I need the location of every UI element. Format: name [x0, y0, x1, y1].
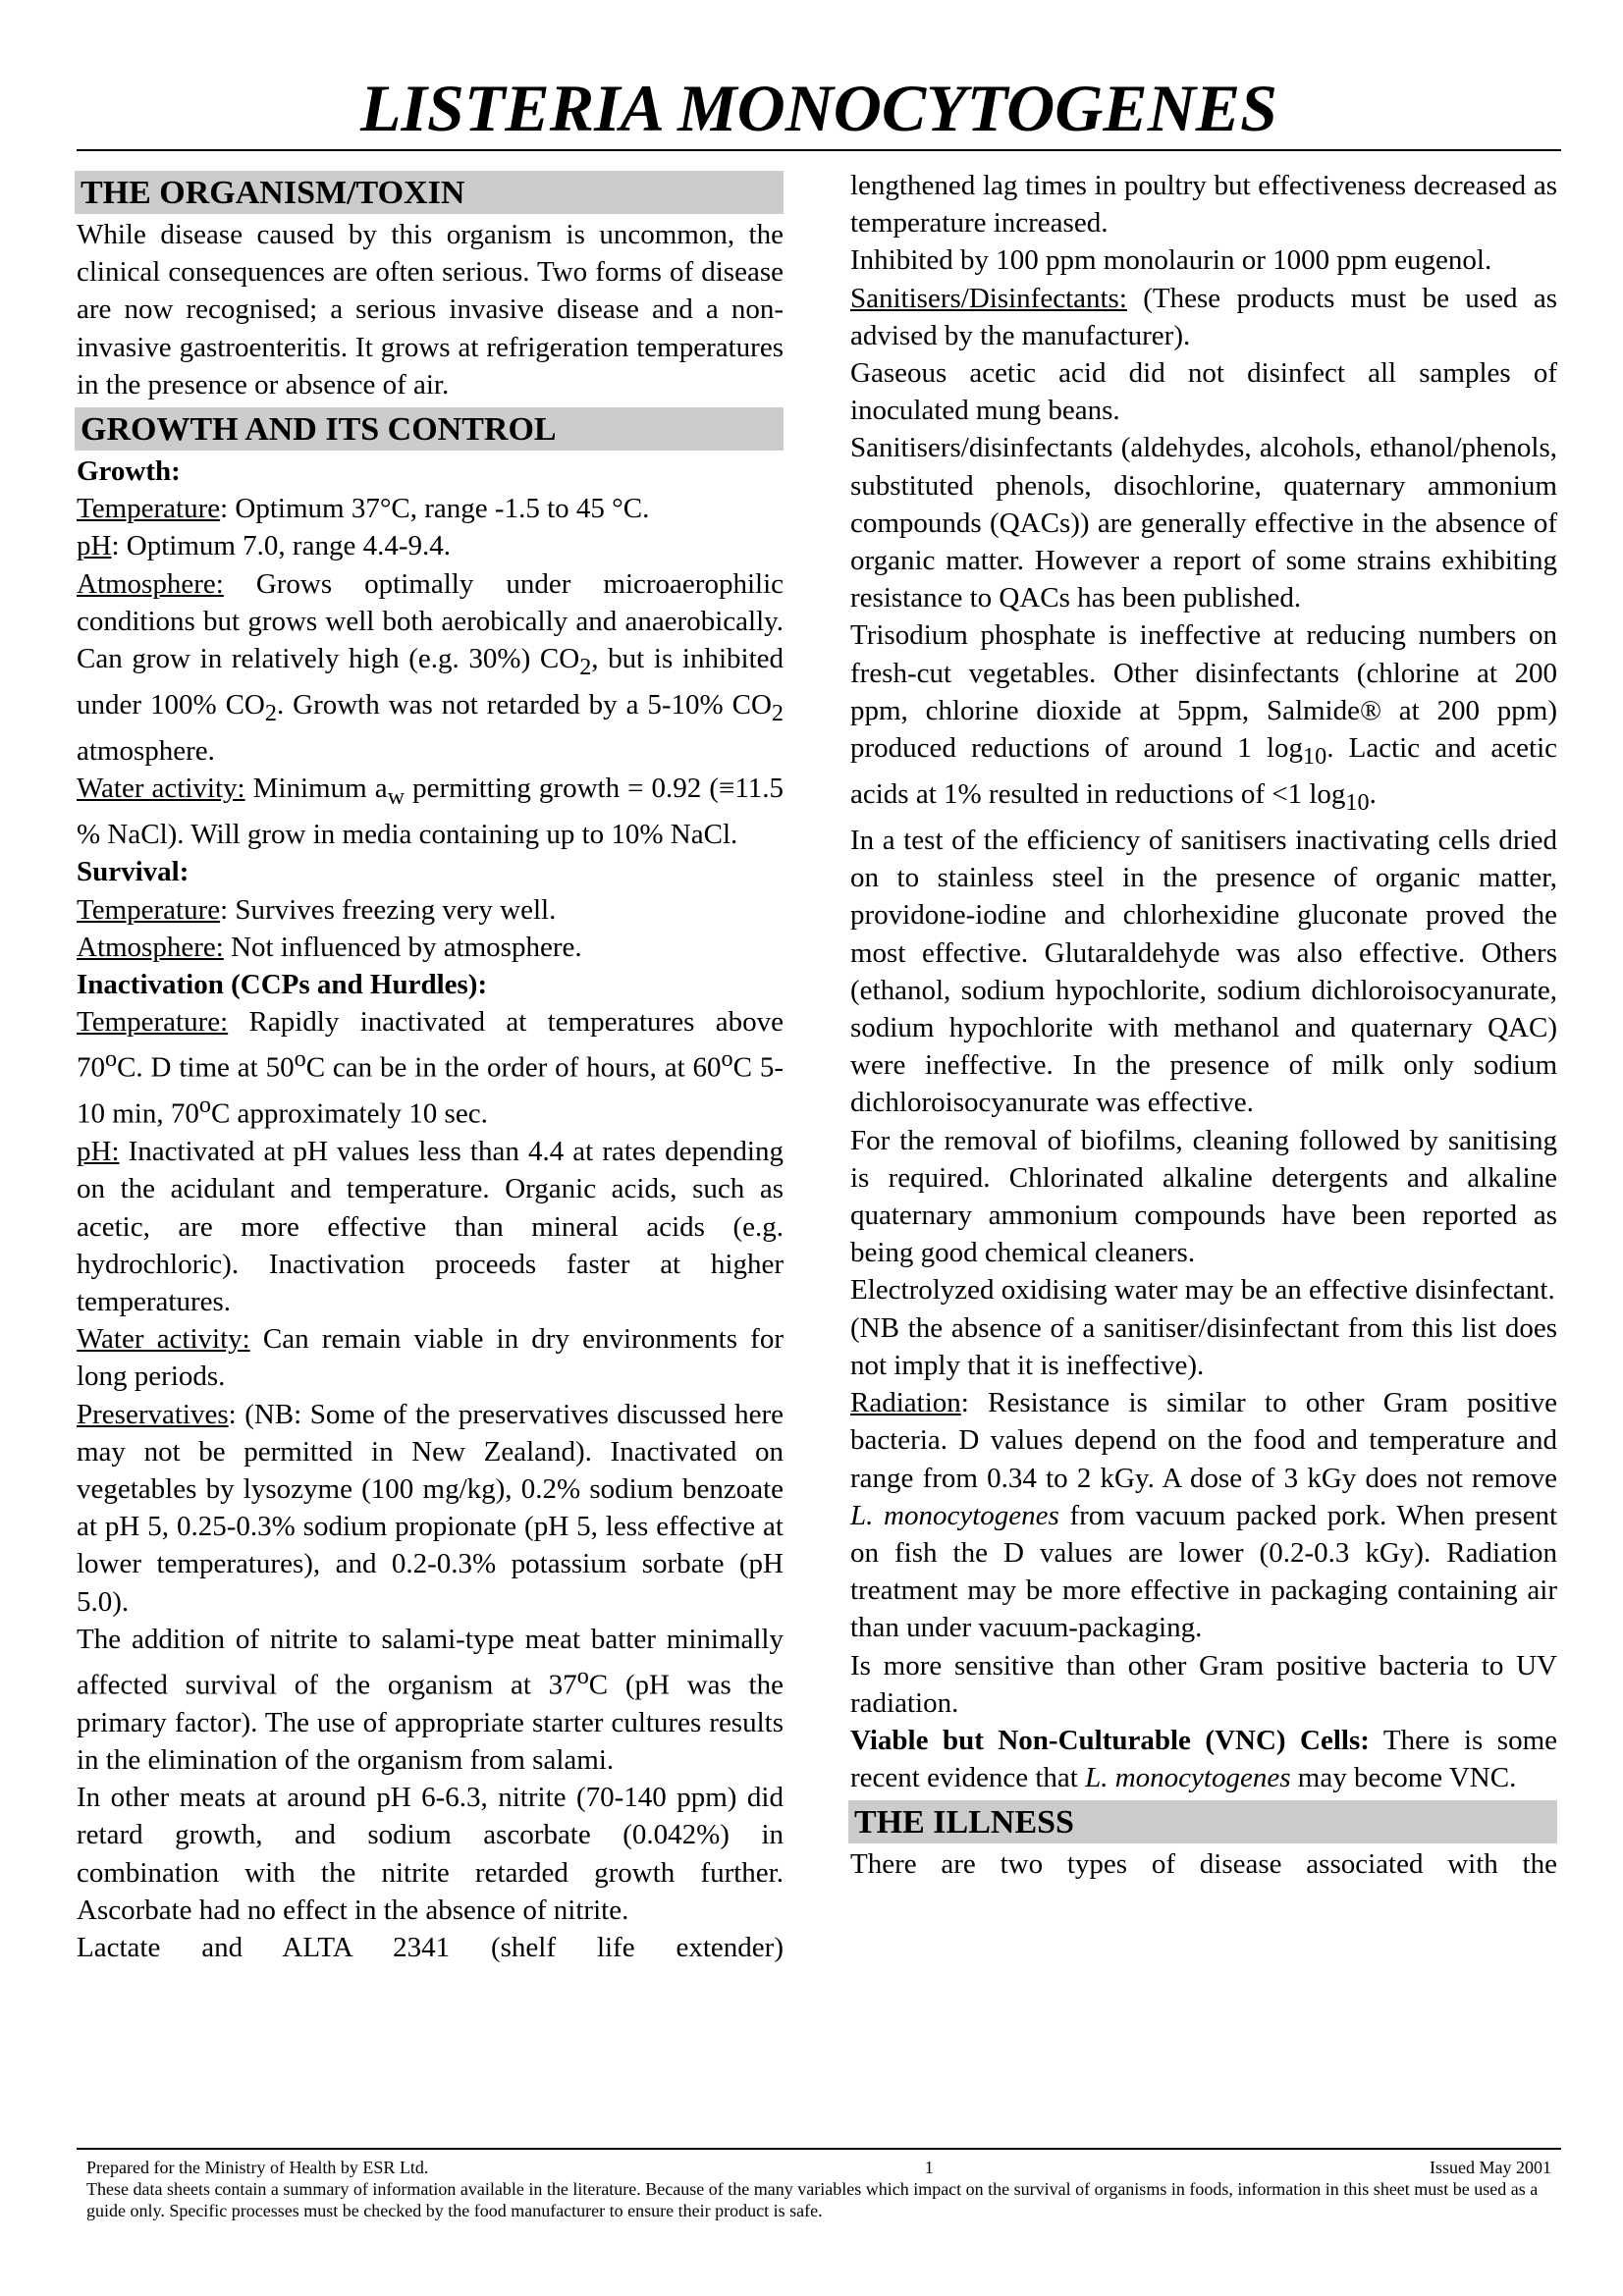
section-heading-growth: GROWTH AND ITS CONTROL [75, 407, 784, 451]
vnc-paragraph: Viable but Non-Culturable (VNC) Cells: There is some recent evidence that L. monocytogenes may become VNC. [850, 1724, 1557, 1794]
lag-paragraph: lengthened lag times in poultry but effectiveness decreased as temperature increased. [850, 170, 1557, 240]
footer-prepared: Prepared for the Ministry of Health by ESR Ltd. [86, 2158, 429, 2177]
gaseous-paragraph: Gaseous acetic acid did not disinfect all samples of inoculated mung beans. [850, 357, 1557, 427]
survival-subheading: Survival: [77, 856, 189, 888]
illness-paragraph: There are two types of disease associated with the [850, 1848, 1557, 1881]
section-heading-illness: THE ILLNESS [848, 1800, 1557, 1843]
inhibited-paragraph: Inhibited by 100 ppm monolaurin or 1000 ppm eugenol. [850, 244, 1492, 277]
lactate-paragraph: Lactate and ALTA 2341 (shelf life extender) [77, 1932, 784, 1964]
inactivation-temperature: Temperature: Rapidly inactivated at temperatures above 70$^o$C. D time at 50$^o$C can be in the order of hours, at 60$^o$C 5-10 min, 70$^o$C approximately 10 sec. [77, 1006, 784, 1130]
growth-subheading: Growth: [77, 455, 181, 488]
biofilm-paragraph: For the removal of biofilms, cleaning followed by sanitising is required. Chlorinated alkaline detergents and alkaline quaternary ammonium compounds have been reported as being good chemical cleaners. [850, 1124, 1557, 1269]
footer-page-number: 1 [924, 2158, 934, 2177]
title-divider [77, 149, 1561, 151]
electrolyzed-paragraph: Electrolyzed oxidising water may be an effective disinfectant. [850, 1274, 1555, 1307]
trisodium-paragraph: Trisodium phosphate is ineffective at reducing numbers on fresh-cut vegetables. Other disinfectants (chlorine at 200 ppm, chlorine dioxide at 5ppm, Salmide® at 200 ppm) produced reductions of around 1 $\log_{10}$. Lactic and acetic acids at 1% resulted in reductions of <1 $\log_{10}$. [850, 619, 1557, 816]
section-heading-organism: THE ORGANISM/TOXIN [75, 171, 784, 214]
preservatives-paragraph: Preservatives: (NB: Some of the preservatives discussed here may not be permitted in New Zealand). Inactivated on vegetables by lysozyme (100 mg/kg), 0.2% sodium benzoate at pH 5, 0.25-0.3% sodium propionate (pH 5, less effective at lower temperatures), and 0.2-0.3% potassium sorbate (pH 5.0). [77, 1398, 784, 1618]
footer-issued: Issued May 2001 [1430, 2158, 1551, 2177]
sanitisers-intro: Sanitisers/Disinfectants: (These products must be used as advised by the manufacturer). [850, 282, 1557, 351]
radiation-paragraph: Radiation: Resistance is similar to other Gram positive bacteria. D values depend on the food and temperature and range from 0.34 to 2 kGy. A dose of 3 kGy does not remove L. monocytogenes from vacuum packed pork. When present on fish the D values are lower (0.2-0.3 kGy). Radiation treatment may be more effective in packaging containing air than under vacuum-packaging. [850, 1387, 1558, 1644]
footer-divider [77, 2148, 1561, 2150]
nitrite-paragraph: The addition of nitrite to salami-type meat batter minimally affected survival of the organism at 37$^o$C (pH was the primary factor). The use of appropriate starter cultures results in the elimination of the organism from salami. [77, 1623, 784, 1777]
growth-atmosphere: Atmosphere: Grows optimally under microaerophilic conditions but grows well both aerobically and anaerobically. Can grow in relatively high (e.g. 30%) $CO_2$, but is inhibited under 100% $CO_2$. Growth was not retarded by a 5-10% $CO_2$ atmosphere. [77, 567, 784, 768]
right-column [850, 167, 1557, 1884]
inactivation-ph: pH: Inactivated at pH values less than 4.4 at rates depending on the acidulant and temperature. Organic acids, such as acetic, are more effective than mineral acids (e.g. hydrochloric). Inactivation proceeds faster at higher temperatures. [77, 1136, 784, 1317]
inactivation-subheading: Inactivation (CCPs and Hurdles): [77, 969, 488, 1001]
survival-atmosphere: Atmosphere: Not influenced by atmosphere. [77, 931, 582, 963]
footer-disclaimer: These data sheets contain a summary of information available in the literature. Because of the many variables which impact on the survival of organisms in foods, information in this sheet must be used as a guide only. Specific processes must be checked by the food manufacturer to ensure their product is safe. [86, 2179, 1539, 2220]
meats-paragraph: In other meats at around pH 6-6.3, nitrite (70-140 ppm) did retard growth, and sodium ascorbate (0.042%) in combination with the nitrite retarded growth further. Ascorbate had no effect in the absence of nitrite. [77, 1782, 784, 1926]
document-page [77, 0, 1561, 2296]
left-column [77, 167, 784, 1966]
uv-paragraph: Is more sensitive than other Gram positive bacteria to UV radiation. [850, 1649, 1557, 1719]
organism-paragraph: While disease caused by this organism is uncommon, the clinical consequences are often serious. Two forms of disease are now recognised; a serious invasive disease and a non-invasive gastroenteritis. It grows at refrigeration temperatures in the presence or absence of air. [77, 219, 784, 400]
sanitisers-paragraph: Sanitisers/disinfectants (aldehydes, alcohols, ethanol/phenols, substituted phenols, disochlorine, quaternary ammonium compounds (QACs)) are generally effective in the absence of organic matter. However a report of some strains exhibiting resistance to QACs has been published. [850, 432, 1557, 614]
growth-ph: pH: Optimum 7.0, range 4.4-9.4. [77, 530, 451, 562]
page-footer [86, 2157, 1551, 2221]
growth-temperature: Temperature: Optimum 37°C, range -1.5 to 45 °C. [77, 493, 650, 525]
page-title: LISTERIA MONOCYTOGENES [360, 71, 1277, 145]
survival-temperature: Temperature: Survives freezing very well. [77, 893, 557, 926]
inactivation-water-activity: Water activity: Can remain viable in dry environments for long periods. [77, 1323, 784, 1393]
growth-water-activity: Water activity: Minimum $a_w$ permitting growth = 0.92 (≡11.5 % NaCl). Will grow in media containing up to 10% NaCl. [77, 773, 784, 851]
stainless-steel-paragraph: In a test of the efficiency of sanitisers inactivating cells dried on to stainless steel in the presence of organic matter, providone-iodine and chlorhexidine gluconate proved the most effective. Glutaraldehyde was also effective. Others (ethanol, sodium hypochlorite, sodium dichloroisocyanurate, sodium hypochlorite with methanol and quaternary QAC) were ineffective. In the presence of milk only sodium dichloroisocyanurate was effective. [850, 825, 1557, 1119]
nb-paragraph: (NB the absence of a sanitiser/disinfectant from this list does not imply that it is ineffective). [850, 1311, 1557, 1381]
